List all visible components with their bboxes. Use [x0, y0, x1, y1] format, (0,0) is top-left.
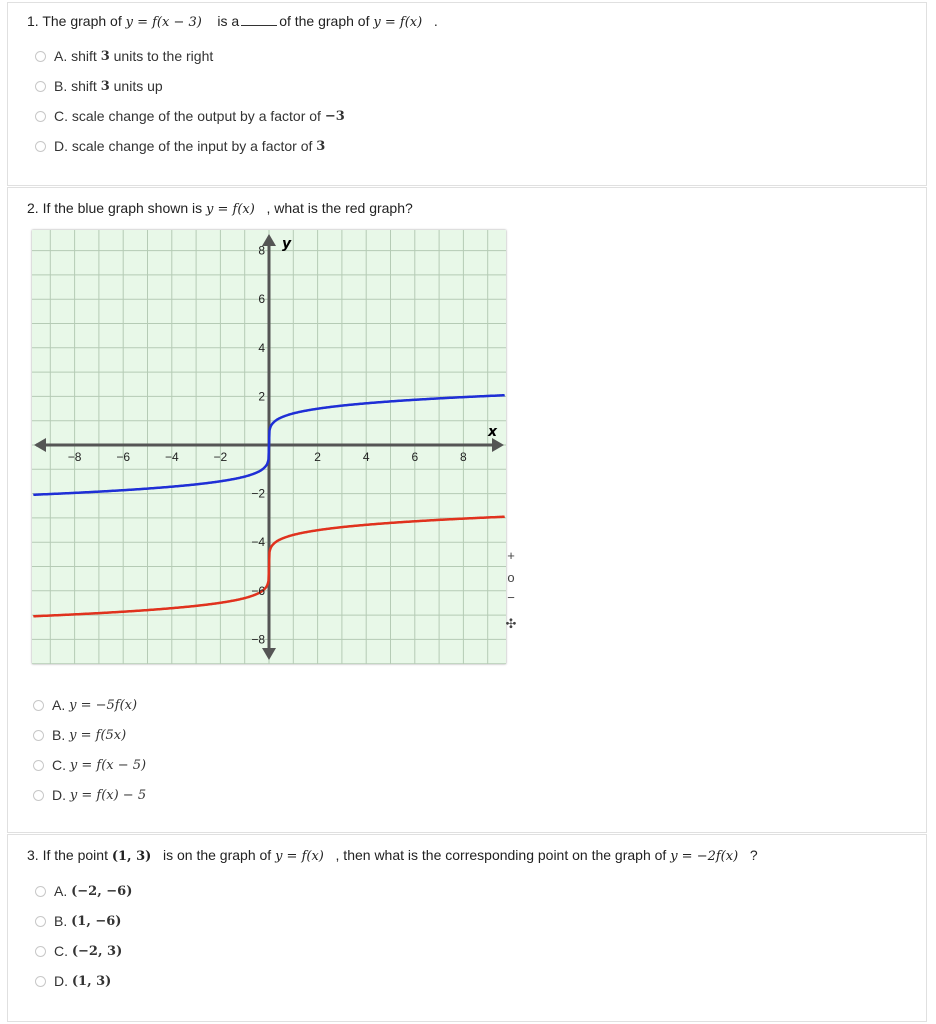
- question-3-card: [7, 834, 927, 1022]
- q3-equation-2: y = −2f(x): [670, 849, 739, 864]
- q3-option-d[interactable]: D. (1, 3): [35, 973, 111, 989]
- q2-equation: y = f(x): [206, 202, 255, 217]
- x-tick-label: 8: [460, 450, 467, 464]
- radio-button[interactable]: [35, 111, 46, 122]
- function-graph[interactable]: [32, 230, 517, 664]
- reset-button[interactable]: o: [507, 570, 515, 585]
- q3-point: (1, 3): [111, 849, 152, 864]
- q1-option-a[interactable]: A. shift 3 units to the right: [35, 48, 213, 64]
- radio-button[interactable]: [35, 141, 46, 152]
- radio-button[interactable]: [35, 916, 46, 927]
- q3-option-c[interactable]: C. (−2, 3): [35, 943, 122, 959]
- radio-button[interactable]: [35, 886, 46, 897]
- x-tick-label: 4: [362, 450, 370, 464]
- radio-button[interactable]: [35, 946, 46, 957]
- radio-button[interactable]: [35, 51, 46, 62]
- x-tick-label: −2: [213, 450, 228, 464]
- y-tick-label: 4: [258, 340, 265, 355]
- pan-icon[interactable]: ✣: [505, 616, 517, 631]
- q1-option-b[interactable]: B. shift 3 units up: [35, 78, 163, 94]
- radio-button[interactable]: [33, 730, 44, 741]
- y-tick-label: −2: [251, 486, 265, 501]
- answer-blank: [241, 15, 277, 26]
- q2-option-a[interactable]: A. y = −5f(x): [33, 697, 137, 713]
- q2-option-c[interactable]: C. y = f(x − 5): [33, 757, 146, 773]
- x-axis-arrow-left: [34, 438, 46, 452]
- y-tick-label: 2: [258, 389, 265, 404]
- radio-button[interactable]: [33, 760, 44, 771]
- x-tick-label: 2: [314, 450, 321, 464]
- q1-option-c[interactable]: C. scale change of the output by a factor of −3: [35, 108, 345, 124]
- q1-option-d[interactable]: D. scale change of the input by a factor of 3: [35, 138, 325, 154]
- q2-option-d[interactable]: D. y = f(x) − 5: [33, 787, 146, 803]
- question-1-card: [7, 2, 927, 186]
- y-tick-label: −8: [251, 632, 265, 647]
- x-tick-label: −8: [67, 450, 82, 464]
- q3-option-a[interactable]: A. (−2, −6): [35, 883, 132, 899]
- y-tick-label: −6: [251, 583, 265, 598]
- graph-canvas: [32, 230, 506, 664]
- x-axis-arrow-right: [492, 438, 504, 452]
- q1-equation-2: y = f(x): [373, 15, 423, 30]
- y-axis-arrow-down: [262, 648, 276, 660]
- question-1-prompt: 1. The graph of y = f(x − 3) is a of the graph of y = f(x) .: [27, 13, 438, 30]
- zoom-in-button[interactable]: +: [507, 548, 515, 563]
- y-tick-label: −4: [251, 535, 265, 550]
- y-tick-label: 6: [258, 292, 265, 307]
- y-axis-label: y: [282, 236, 292, 252]
- x-tick-label: −6: [116, 450, 131, 464]
- x-axis-label: x: [488, 424, 498, 440]
- q1-equation-1: y = f(x − 3): [125, 15, 202, 30]
- y-tick-label: 8: [258, 243, 265, 258]
- radio-button[interactable]: [33, 790, 44, 801]
- q2-option-b[interactable]: B. y = f(5x): [33, 727, 126, 743]
- q3-option-b[interactable]: B. (1, −6): [35, 913, 121, 929]
- radio-button[interactable]: [35, 81, 46, 92]
- x-tick-label: 6: [411, 450, 419, 464]
- question-2-prompt: 2. If the blue graph shown is y = f(x) , what is the red graph?: [27, 200, 413, 217]
- zoom-out-button[interactable]: −: [507, 590, 515, 605]
- x-tick-label: −4: [164, 450, 179, 464]
- radio-button[interactable]: [33, 700, 44, 711]
- radio-button[interactable]: [35, 976, 46, 987]
- question-3-prompt: 3. If the point (1, 3) is on the graph of y = f(x) , then what is the corresponding point on the graph of y = −2f(x) ?: [27, 847, 758, 864]
- q3-equation-1: y = f(x): [275, 849, 324, 864]
